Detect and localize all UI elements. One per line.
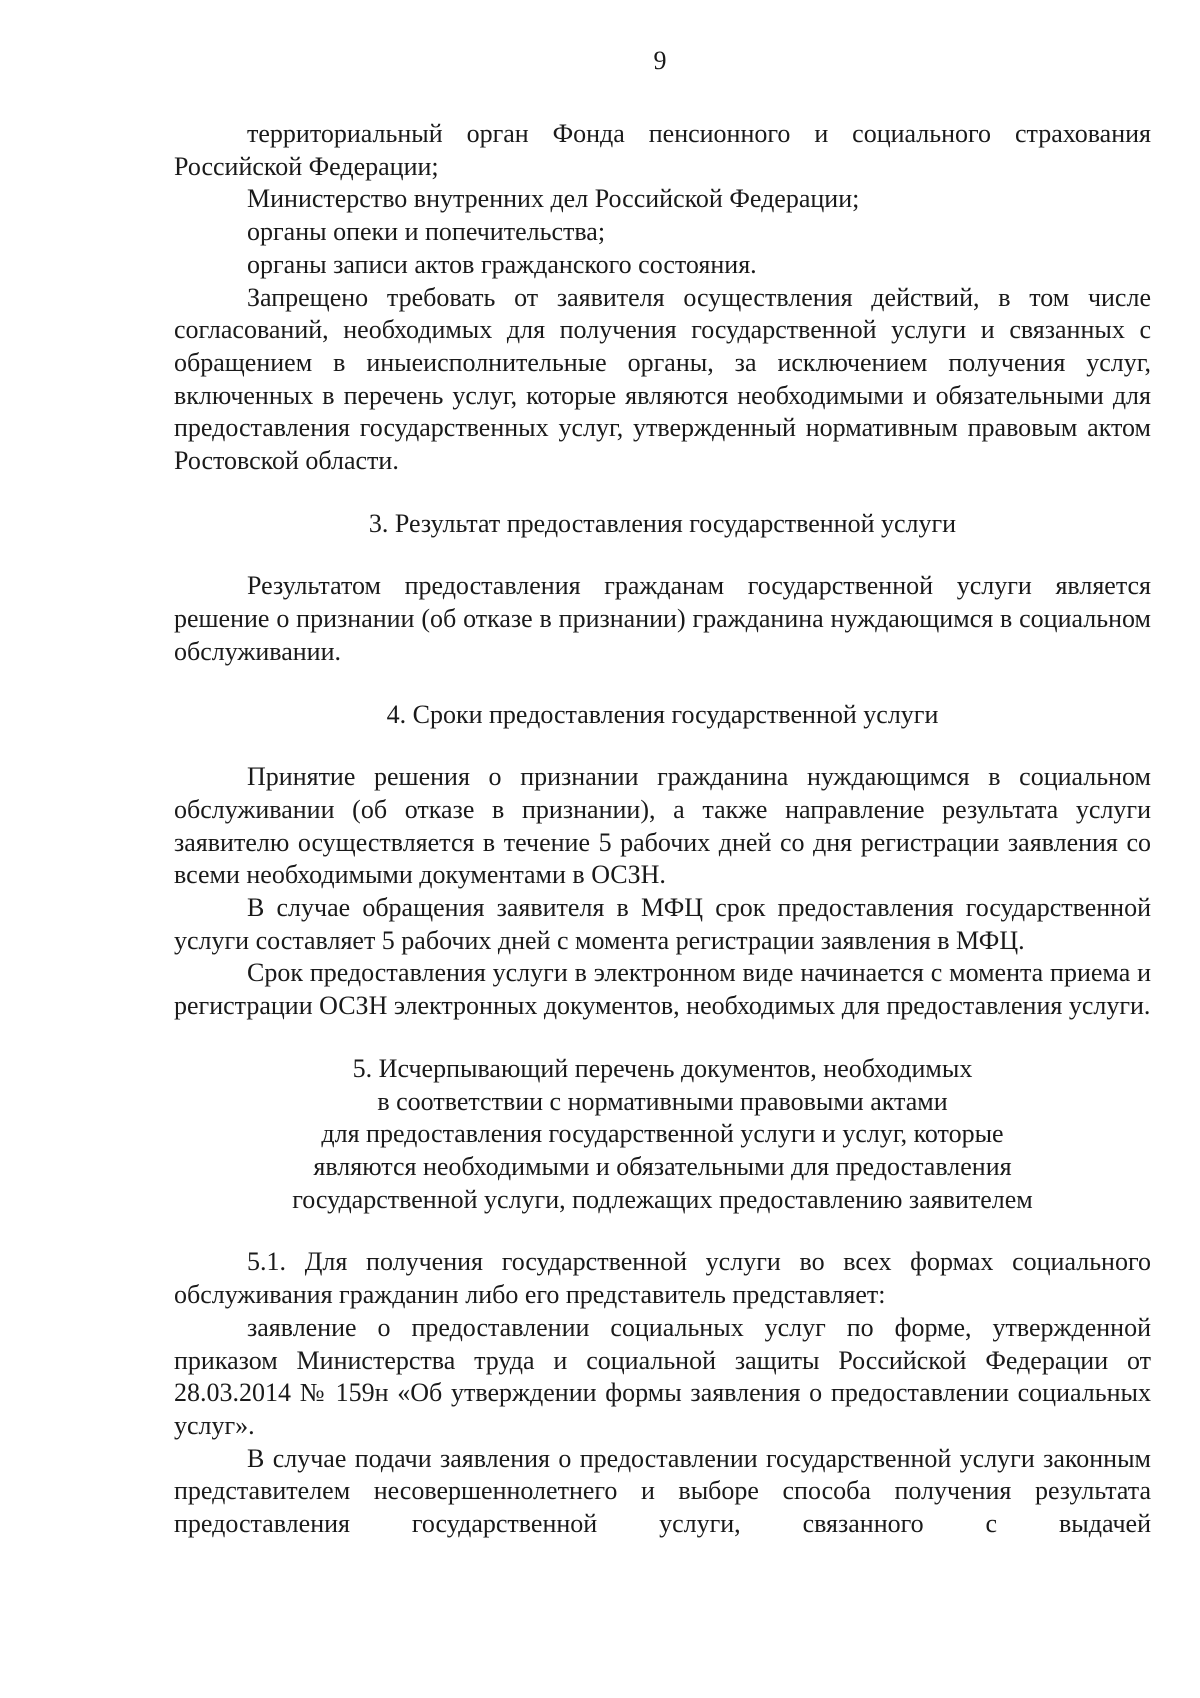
- section-5-heading: [174, 1053, 1151, 1217]
- section-5-heading-line: государственной услуги, подлежащих предоставлению заявителем: [292, 1184, 1033, 1214]
- section-4-paragraph-1: Принятие решения о признании гражданина нуждающимся в социальном обслуживании (об отказе в признании), а также направление результата услуги заявителю осуществляется в течение 5 рабочих дней со дня регистрации заявления со всеми необходимыми документами в ОСЗН.: [174, 762, 1151, 890]
- section-5-paragraph-3: В случае подачи заявления о предоставлении государственной услуги законным представителем несовершеннолетнего и выборе способа получения результата предоставления государственной услуги, связанного с выдачей: [174, 1443, 1151, 1539]
- section-4-paragraph-3: Срок предоставления услуги в электронном виде начинается с момента приема и регистрации ОСЗН электронных документов, необходимых для предоставления услуги.: [174, 958, 1151, 1021]
- page-number: 9: [653, 46, 667, 75]
- section-5-heading-line: являются необходимыми и обязательными для предоставления: [313, 1151, 1012, 1181]
- section-3-heading: 3. Результат предоставления государственной услуги: [368, 508, 957, 538]
- paragraph-civil-registry: органы записи актов гражданского состояния.: [247, 249, 757, 279]
- section-5-paragraph-1: 5.1. Для получения государственной услуги во всех формах социального обслуживания гражданин либо его представитель представляет:: [174, 1247, 1151, 1310]
- paragraph-territorial-body: территориальный орган Фонда пенсионного и социального страхования Российской Федерации;: [174, 119, 1151, 181]
- section-5-heading-line: 5. Исчерпывающий перечень документов, необходимых: [352, 1053, 973, 1083]
- document-body: [174, 118, 1151, 1541]
- section-5-heading-line: в соответствии с нормативными правовыми актами: [377, 1086, 948, 1116]
- section-3-paragraph: Результатом предоставления гражданам государственной услуги является решение о признании (об отказе в признании) гражданина нуждающимся в социальном обслуживании.: [174, 571, 1151, 666]
- section-5-heading-line: для предоставления государственной услуги и услуг, которые: [321, 1119, 1004, 1149]
- section-4-paragraph-2: В случае обращения заявителя в МФЦ срок предоставления государственной услуги составляет 5 рабочих дней с момента регистрации заявления в МФЦ.: [174, 893, 1151, 955]
- paragraph-prohibition: Запрещено требовать от заявителя осуществления действий, в том числе согласований, необходимых для получения государственной услуги и связанных с обращением в иныеисполнительные органы, за исключением получения услуг, включенных в перечень услуг, которые являются необходимыми и обязательными для предоставления государственных услуг, утвержденный нормативным правовым актом Ростовской области.: [174, 282, 1151, 476]
- paragraph-mvd: Министерство внутренних дел Российской Федерации;: [247, 184, 860, 214]
- paragraph-guardianship: органы опеки и попечительства;: [247, 217, 606, 247]
- section-5-paragraph-2: заявление о предоставлении социальных услуг по форме, утвержденной приказом Министерства труда и социальной защиты Российской Федерации от 28.03.2014 № 159н «Об утверждении формы заявления о предоставлении социальных услуг».: [174, 1312, 1151, 1440]
- section-4-heading: 4. Сроки предоставления государственной услуги: [386, 699, 939, 729]
